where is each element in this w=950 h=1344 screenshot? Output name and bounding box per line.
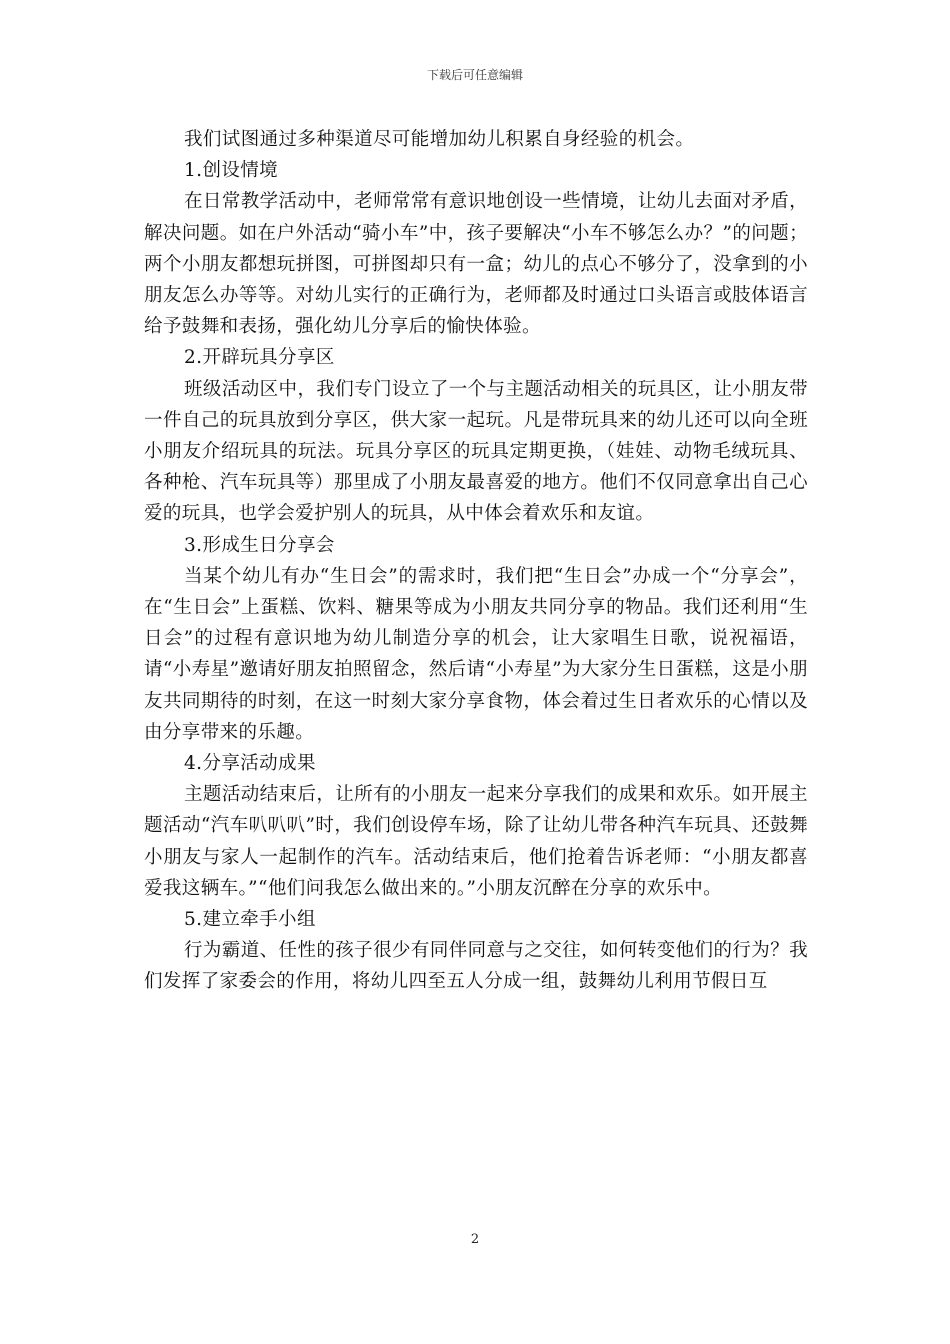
paragraph-2: 班级活动区中，我们专门设立了一个与主题活动相关的玩具区，让小朋友带一件自己的玩具放到分享区，供大家一起玩。凡是带玩具来的幼儿还可以向全班小朋友介绍玩具的玩法。玩具分享区的玩具定期更换，（娃娃、动物毛绒玩具、各种枪、汽车玩具等）那里成了小朋友最喜爱的地方。他们不仅同意拿出自己心爱的玩具，也学会爱护别人的玩具，从中体会着欢乐和友谊。 xyxy=(144,378,808,525)
paragraph-4: 主题活动结束后，让所有的小朋友一起来分享我们的成果和欢乐。如开展主题活动“汽车叭叭叭”时，我们创设停车场，除了让幼儿带各种汽车玩具、还鼓舞小朋友与家人一起制作的汽车。活动结束后，他们抢着告诉老师：“小朋友都喜爱我这辆车。”“他们问我怎么做出来的。”小朋友沉醉在分享的欢乐中。 xyxy=(144,784,808,899)
page-header: 下载后可任意编辑 xyxy=(426,68,523,82)
section-heading-1: 1.创设情境 xyxy=(184,160,279,182)
section-heading-5: 5.建立牵手小组 xyxy=(184,909,316,931)
section-heading-2: 2.开辟玩具分享区 xyxy=(184,347,335,369)
paragraph-3: 当某个幼儿有办“生日会”的需求时，我们把“生日会”办成一个“分享会”，在“生日会”上蛋糕、饮料、糖果等成为小朋友共同分享的物品。我们还利用“生日会”的过程有意识地为幼儿制造分享的机会，让大家唱生日歌，说祝福语，请“小寿星”邀请好朋友拍照留念，然后请“小寿星”为大家分生日蛋糕，这是小朋友共同期待的时刻，在这一时刻大家分享食物，体会着过生日者欢乐的心情以及由分享带来的乐趣。 xyxy=(144,565,808,743)
paragraph-1: 在日常教学活动中，老师常常有意识地创设一些情境，让幼儿去面对矛盾，解决问题。如在户外活动“骑小车”中，孩子要解决“小车不够怎么办？”的问题；两个小朋友都想玩拼图，可拼图却只有一盒；幼儿的点心不够分了，没拿到的小朋友怎么办等等。对幼儿实行的正确行为，老师都及时通过口头语言或肢体语言给予鼓舞和表扬，强化幼儿分享后的愉快体验。 xyxy=(144,191,808,338)
paragraph-5: 行为霸道、任性的孩子很少有同伴同意与之交往，如何转变他们的行为？我们发挥了家委会的作用，将幼儿四至五人分成一组，鼓舞幼儿利用节假日互 xyxy=(144,940,808,993)
page-number: 2 xyxy=(470,1232,480,1247)
section-heading-4: 4.分享活动成果 xyxy=(184,753,316,775)
section-heading-3: 3.形成生日分享会 xyxy=(184,534,335,556)
paragraph-intro: 我们试图通过多种渠道尽可能增加幼儿积累自身经验的机会。 xyxy=(184,129,695,150)
document-body xyxy=(144,124,808,998)
